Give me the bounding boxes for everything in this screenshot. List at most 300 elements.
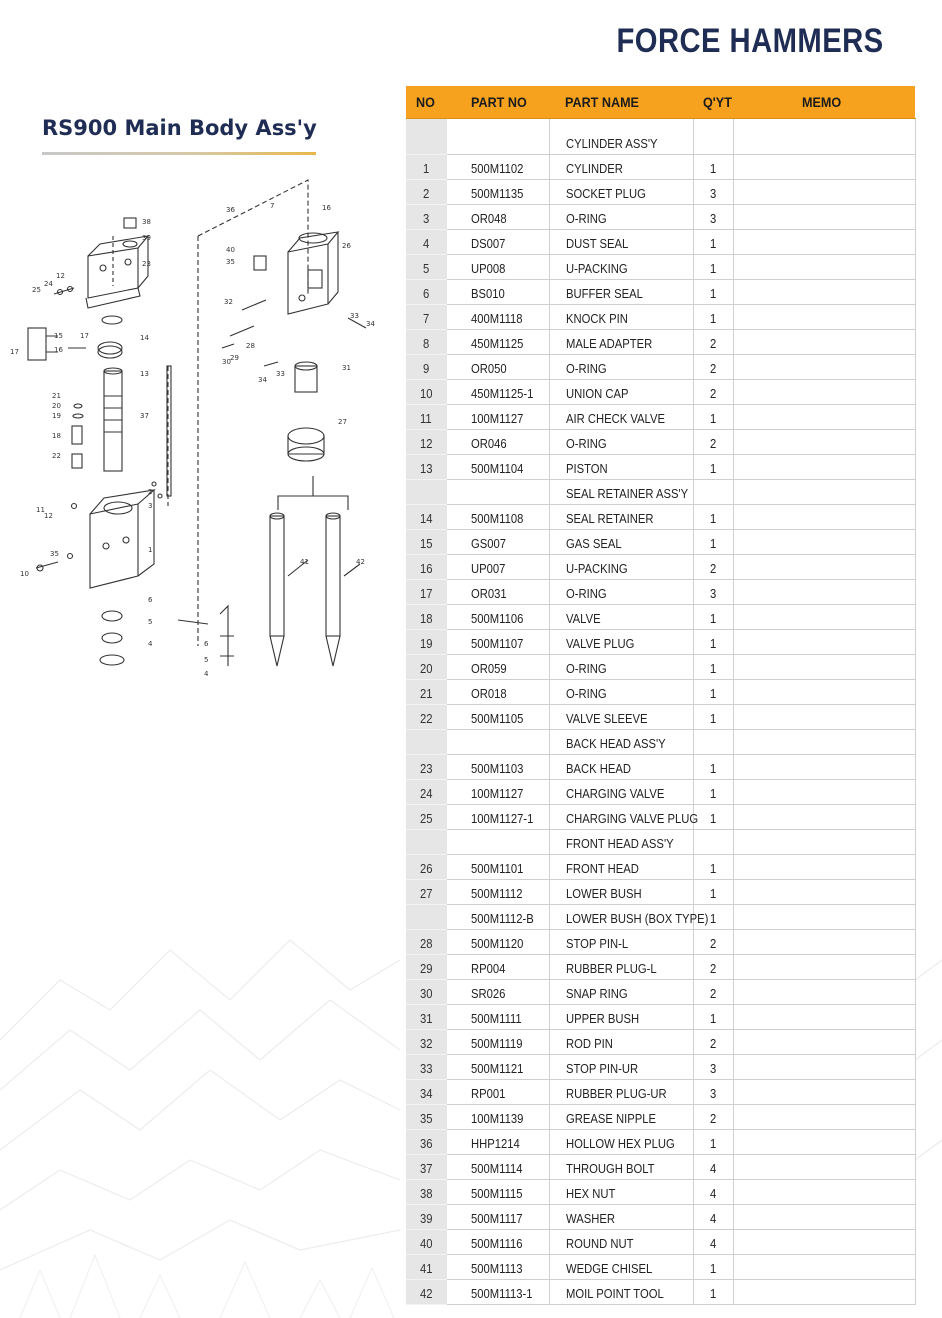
cell-memo <box>733 329 915 354</box>
cell-qty: 3 <box>693 204 733 229</box>
table-row <box>406 979 915 1004</box>
table-row <box>406 579 915 604</box>
table-row <box>406 1104 915 1129</box>
cell-part-name: BACK HEAD <box>549 754 693 779</box>
cell-no: 4 <box>406 229 447 254</box>
cell-part-name: GAS SEAL <box>549 529 693 554</box>
cell-part-no: 500M1119 <box>447 1029 549 1054</box>
cell-part-name: CYLINDER <box>549 154 693 179</box>
table-row <box>406 854 915 879</box>
cell-part-name: RUBBER PLUG-L <box>549 954 693 979</box>
cell-no: 10 <box>406 379 447 404</box>
cell-memo <box>733 118 915 154</box>
svg-text:4: 4 <box>148 640 153 648</box>
svg-text:39: 39 <box>142 234 151 242</box>
parts-table <box>406 86 916 1305</box>
cell-part-name: THROUGH BOLT <box>549 1154 693 1179</box>
cell-memo <box>733 979 915 1004</box>
section-title: RS900 Main Body Ass'y <box>42 116 317 140</box>
svg-text:25: 25 <box>32 286 41 294</box>
cell-no: 18 <box>406 604 447 629</box>
cell-qty: 1 <box>693 229 733 254</box>
cell-part-name: GREASE NIPPLE <box>549 1104 693 1129</box>
table-row <box>406 1029 915 1054</box>
cell-no: 35 <box>406 1104 447 1129</box>
cell-no: 25 <box>406 804 447 829</box>
cell-qty: 1 <box>693 754 733 779</box>
column-header-part-name: PART NAME <box>549 86 693 118</box>
cell-part-no: 100M1127-1 <box>447 804 549 829</box>
table-row <box>406 629 915 654</box>
title-underline <box>42 152 316 155</box>
cell-memo <box>733 154 915 179</box>
cell-part-no <box>447 729 549 754</box>
cell-part-no <box>447 829 549 854</box>
cell-no: 22 <box>406 704 447 729</box>
cell-part-no: 500M1135 <box>447 179 549 204</box>
svg-text:11: 11 <box>36 506 45 514</box>
cell-memo <box>733 1054 915 1079</box>
cell-qty: 1 <box>693 154 733 179</box>
cell-qty: 1 <box>693 904 733 929</box>
cell-memo <box>733 379 915 404</box>
cell-part-name: O-RING <box>549 354 693 379</box>
cell-no: 20 <box>406 654 447 679</box>
cell-no <box>406 118 447 154</box>
svg-text:29: 29 <box>230 354 239 362</box>
cell-part-name: AIR CHECK VALVE <box>549 404 693 429</box>
cell-part-no: 500M1115 <box>447 1179 549 1204</box>
cell-memo <box>733 554 915 579</box>
svg-text:5: 5 <box>148 618 153 626</box>
cell-part-no: OR031 <box>447 579 549 604</box>
cell-part-name: VALVE SLEEVE <box>549 704 693 729</box>
svg-text:33: 33 <box>350 312 359 320</box>
svg-text:3: 3 <box>148 502 153 510</box>
cell-part-name: CYLINDER ASS'Y <box>549 118 693 154</box>
cell-part-no <box>447 479 549 504</box>
cell-memo <box>733 354 915 379</box>
cell-qty: 2 <box>693 1104 733 1129</box>
cell-memo <box>733 579 915 604</box>
table-row <box>406 454 915 479</box>
cell-part-name: LOWER BUSH <box>549 879 693 904</box>
exploded-parts-diagram <box>8 176 388 700</box>
table-row <box>406 1254 915 1279</box>
cell-qty: 1 <box>693 1254 733 1279</box>
table-row <box>406 404 915 429</box>
cell-part-name: MALE ADAPTER <box>549 329 693 354</box>
cell-no: 30 <box>406 979 447 1004</box>
cell-no: 13 <box>406 454 447 479</box>
table-row <box>406 118 915 154</box>
cell-memo <box>733 704 915 729</box>
svg-text:30: 30 <box>222 358 231 366</box>
cell-memo <box>733 529 915 554</box>
cell-part-name: WASHER <box>549 1204 693 1229</box>
cell-part-no: 100M1127 <box>447 779 549 804</box>
cell-no <box>406 904 447 929</box>
cell-qty: 2 <box>693 554 733 579</box>
svg-text:12: 12 <box>44 512 53 520</box>
table-row <box>406 229 915 254</box>
cell-part-name: O-RING <box>549 204 693 229</box>
svg-text:13: 13 <box>140 370 149 378</box>
cell-part-no: OR046 <box>447 429 549 454</box>
cell-part-name: RUBBER PLUG-UR <box>549 1079 693 1104</box>
cell-no: 34 <box>406 1079 447 1104</box>
cell-part-name: BUFFER SEAL <box>549 279 693 304</box>
cell-qty: 1 <box>693 304 733 329</box>
table-row <box>406 479 915 504</box>
svg-text:17: 17 <box>80 332 89 340</box>
cell-memo <box>733 304 915 329</box>
cell-part-no: RP004 <box>447 954 549 979</box>
cell-no: 29 <box>406 954 447 979</box>
cell-part-name: LOWER BUSH (BOX TYPE) <box>549 904 693 929</box>
table-row <box>406 179 915 204</box>
cell-no: 17 <box>406 579 447 604</box>
cell-part-name: DUST SEAL <box>549 229 693 254</box>
cell-no: 11 <box>406 404 447 429</box>
table-row <box>406 929 915 954</box>
cell-no: 7 <box>406 304 447 329</box>
cell-part-name: VALVE <box>549 604 693 629</box>
cell-memo <box>733 404 915 429</box>
cell-qty: 4 <box>693 1154 733 1179</box>
cell-no: 37 <box>406 1154 447 1179</box>
cell-part-name: STOP PIN-UR <box>549 1054 693 1079</box>
svg-text:34: 34 <box>366 320 375 328</box>
cell-qty: 1 <box>693 654 733 679</box>
table-row <box>406 679 915 704</box>
table-row <box>406 529 915 554</box>
cell-part-name: ROUND NUT <box>549 1229 693 1254</box>
table-row <box>406 504 915 529</box>
svg-text:15: 15 <box>54 332 63 340</box>
svg-text:37: 37 <box>140 412 149 420</box>
cell-no: 19 <box>406 629 447 654</box>
cell-qty: 1 <box>693 879 733 904</box>
cell-part-no: 500M1112-B <box>447 904 549 929</box>
brand-wordmark: FORCE HAMMERS <box>616 22 884 60</box>
svg-text:36: 36 <box>226 206 235 214</box>
cell-part-no: 450M1125 <box>447 329 549 354</box>
cell-memo <box>733 854 915 879</box>
table-row <box>406 1154 915 1179</box>
cell-no: 41 <box>406 1254 447 1279</box>
cell-no: 23 <box>406 754 447 779</box>
cell-no: 33 <box>406 1054 447 1079</box>
cell-memo <box>733 1029 915 1054</box>
table-row <box>406 1079 915 1104</box>
cell-part-name: PISTON <box>549 454 693 479</box>
cell-part-no: BS010 <box>447 279 549 304</box>
cell-memo <box>733 504 915 529</box>
svg-text:18: 18 <box>52 432 61 440</box>
cell-part-no: HHP1214 <box>447 1129 549 1154</box>
cell-part-no: 500M1104 <box>447 454 549 479</box>
cell-qty: 4 <box>693 1204 733 1229</box>
cell-qty: 2 <box>693 379 733 404</box>
cell-no: 32 <box>406 1029 447 1054</box>
cell-part-no <box>447 118 549 154</box>
cell-qty: 2 <box>693 954 733 979</box>
cell-part-no: UP007 <box>447 554 549 579</box>
cell-qty: 1 <box>693 454 733 479</box>
table-row <box>406 154 915 179</box>
svg-text:4: 4 <box>204 670 209 678</box>
svg-text:27: 27 <box>338 418 347 426</box>
cell-memo <box>733 1279 915 1304</box>
table-row <box>406 329 915 354</box>
cell-memo <box>733 229 915 254</box>
cell-qty <box>693 729 733 754</box>
cell-part-no: 500M1114 <box>447 1154 549 1179</box>
table-row <box>406 804 915 829</box>
cell-part-no: 500M1103 <box>447 754 549 779</box>
cell-qty <box>693 118 733 154</box>
column-header-no: NO <box>406 86 447 118</box>
cell-part-no: 500M1113 <box>447 1254 549 1279</box>
cell-memo <box>733 204 915 229</box>
svg-text:35: 35 <box>226 258 235 266</box>
cell-qty: 3 <box>693 1079 733 1104</box>
cell-part-name: KNOCK PIN <box>549 304 693 329</box>
cell-no: 3 <box>406 204 447 229</box>
svg-text:42: 42 <box>356 558 365 566</box>
cell-part-no: 500M1121 <box>447 1054 549 1079</box>
cell-qty: 1 <box>693 504 733 529</box>
svg-text:5: 5 <box>204 656 209 664</box>
column-header-part-no: PART NO <box>447 86 549 118</box>
svg-text:21: 21 <box>52 392 61 400</box>
cell-part-name: VALVE PLUG <box>549 629 693 654</box>
cell-part-no: 500M1101 <box>447 854 549 879</box>
cell-qty: 2 <box>693 979 733 1004</box>
svg-text:40: 40 <box>226 246 235 254</box>
cell-no: 27 <box>406 879 447 904</box>
svg-text:1: 1 <box>148 546 153 554</box>
svg-text:16: 16 <box>54 346 63 354</box>
cell-qty: 1 <box>693 629 733 654</box>
cell-part-no: OR048 <box>447 204 549 229</box>
column-header-qty: Q'YT <box>693 86 733 118</box>
cell-part-name: FRONT HEAD <box>549 854 693 879</box>
cell-part-no: 500M1108 <box>447 504 549 529</box>
svg-text:16: 16 <box>322 204 331 212</box>
table-row <box>406 279 915 304</box>
cell-no: 36 <box>406 1129 447 1154</box>
cell-no: 38 <box>406 1179 447 1204</box>
cell-qty: 2 <box>693 929 733 954</box>
cell-memo <box>733 429 915 454</box>
cell-memo <box>733 729 915 754</box>
cell-memo <box>733 1004 915 1029</box>
cell-qty: 1 <box>693 529 733 554</box>
cell-part-name: UPPER BUSH <box>549 1004 693 1029</box>
cell-no: 16 <box>406 554 447 579</box>
cell-no: 28 <box>406 929 447 954</box>
cell-qty: 3 <box>693 179 733 204</box>
cell-qty: 3 <box>693 1054 733 1079</box>
table-row <box>406 1004 915 1029</box>
cell-part-name: U-PACKING <box>549 254 693 279</box>
cell-memo <box>733 929 915 954</box>
column-header-memo: MEMO <box>733 86 915 118</box>
cell-part-name: SEAL RETAINER <box>549 504 693 529</box>
cell-memo <box>733 1079 915 1104</box>
cell-memo <box>733 604 915 629</box>
cell-part-no: DS007 <box>447 229 549 254</box>
cell-memo <box>733 1179 915 1204</box>
cell-no: 24 <box>406 779 447 804</box>
cell-part-no: 450M1125-1 <box>447 379 549 404</box>
table-row <box>406 1229 915 1254</box>
table-row <box>406 379 915 404</box>
cell-qty: 4 <box>693 1179 733 1204</box>
table-row <box>406 829 915 854</box>
cell-no <box>406 479 447 504</box>
cell-qty: 1 <box>693 279 733 304</box>
cell-part-no: 500M1106 <box>447 604 549 629</box>
cell-memo <box>733 654 915 679</box>
table-row <box>406 1129 915 1154</box>
cell-part-no: GS007 <box>447 529 549 554</box>
cell-part-name: BACK HEAD ASS'Y <box>549 729 693 754</box>
table-row <box>406 1204 915 1229</box>
cell-part-no: 100M1139 <box>447 1104 549 1129</box>
table-row <box>406 879 915 904</box>
cell-part-no: 500M1107 <box>447 629 549 654</box>
cell-part-no: 500M1111 <box>447 1004 549 1029</box>
cell-memo <box>733 254 915 279</box>
cell-part-no: 100M1127 <box>447 404 549 429</box>
cell-part-no: 500M1116 <box>447 1229 549 1254</box>
cell-part-no: 500M1113-1 <box>447 1279 549 1304</box>
cell-qty: 1 <box>693 854 733 879</box>
cell-memo <box>733 479 915 504</box>
cell-no: 31 <box>406 1004 447 1029</box>
cell-part-name: SNAP RING <box>549 979 693 1004</box>
cell-part-name: HEX NUT <box>549 1179 693 1204</box>
cell-qty: 1 <box>693 1004 733 1029</box>
cell-memo <box>733 1104 915 1129</box>
cell-memo <box>733 1129 915 1154</box>
cell-memo <box>733 779 915 804</box>
table-row <box>406 1279 915 1304</box>
cell-part-name: HOLLOW HEX PLUG <box>549 1129 693 1154</box>
cell-part-name: SOCKET PLUG <box>549 179 693 204</box>
table-row <box>406 1054 915 1079</box>
cell-part-name: WEDGE CHISEL <box>549 1254 693 1279</box>
cell-part-name: O-RING <box>549 579 693 604</box>
cell-qty: 3 <box>693 579 733 604</box>
cell-no: 8 <box>406 329 447 354</box>
cell-qty: 1 <box>693 704 733 729</box>
cell-part-name: UNION CAP <box>549 379 693 404</box>
cell-part-name: SEAL RETAINER ASS'Y <box>549 479 693 504</box>
svg-text:26: 26 <box>342 242 351 250</box>
table-row <box>406 254 915 279</box>
table-row <box>406 704 915 729</box>
svg-text:35: 35 <box>50 550 59 558</box>
table-row <box>406 779 915 804</box>
cell-part-no: SR026 <box>447 979 549 1004</box>
cell-no: 42 <box>406 1279 447 1304</box>
cell-memo <box>733 1154 915 1179</box>
svg-text:14: 14 <box>140 334 149 342</box>
table-row <box>406 654 915 679</box>
svg-text:28: 28 <box>246 342 255 350</box>
cell-memo <box>733 754 915 779</box>
cell-qty: 2 <box>693 329 733 354</box>
cell-no: 6 <box>406 279 447 304</box>
table-row <box>406 754 915 779</box>
svg-text:19: 19 <box>52 412 61 420</box>
cell-no: 40 <box>406 1229 447 1254</box>
cell-part-no: 500M1112 <box>447 879 549 904</box>
cell-qty: 1 <box>693 679 733 704</box>
cell-memo <box>733 279 915 304</box>
cell-no: 12 <box>406 429 447 454</box>
svg-text:17: 17 <box>10 348 19 356</box>
cell-no: 9 <box>406 354 447 379</box>
table-row <box>406 729 915 754</box>
cell-part-name: ROD PIN <box>549 1029 693 1054</box>
cell-part-no: OR050 <box>447 354 549 379</box>
cell-qty: 1 <box>693 1129 733 1154</box>
cell-part-name: CHARGING VALVE PLUG <box>549 804 693 829</box>
cell-part-name: CHARGING VALVE <box>549 779 693 804</box>
cell-no: 14 <box>406 504 447 529</box>
cell-memo <box>733 1204 915 1229</box>
cell-part-no: 400M1118 <box>447 304 549 329</box>
table-row <box>406 1179 915 1204</box>
table-row <box>406 204 915 229</box>
cell-no: 21 <box>406 679 447 704</box>
svg-text:22: 22 <box>52 452 61 460</box>
table-row <box>406 604 915 629</box>
cell-part-name: U-PACKING <box>549 554 693 579</box>
cell-memo <box>733 1254 915 1279</box>
svg-text:32: 32 <box>224 298 233 306</box>
cell-part-name: MOIL POINT TOOL <box>549 1279 693 1304</box>
svg-text:31: 31 <box>342 364 351 372</box>
cell-qty <box>693 829 733 854</box>
svg-text:10: 10 <box>20 570 29 578</box>
svg-text:34: 34 <box>258 376 267 384</box>
cell-memo <box>733 1229 915 1254</box>
cell-qty: 1 <box>693 1279 733 1304</box>
cell-qty: 4 <box>693 1229 733 1254</box>
cell-part-no: 500M1120 <box>447 929 549 954</box>
svg-text:23: 23 <box>142 260 151 268</box>
svg-text:7: 7 <box>270 202 275 210</box>
cell-memo <box>733 454 915 479</box>
cell-memo <box>733 954 915 979</box>
cell-qty: 1 <box>693 779 733 804</box>
cell-no <box>406 729 447 754</box>
cell-qty: 2 <box>693 1029 733 1054</box>
cell-qty: 1 <box>693 804 733 829</box>
cell-no: 39 <box>406 1204 447 1229</box>
cell-qty: 1 <box>693 254 733 279</box>
table-header-row <box>406 86 915 118</box>
cell-part-name: O-RING <box>549 429 693 454</box>
cell-no: 2 <box>406 179 447 204</box>
cell-no: 1 <box>406 154 447 179</box>
